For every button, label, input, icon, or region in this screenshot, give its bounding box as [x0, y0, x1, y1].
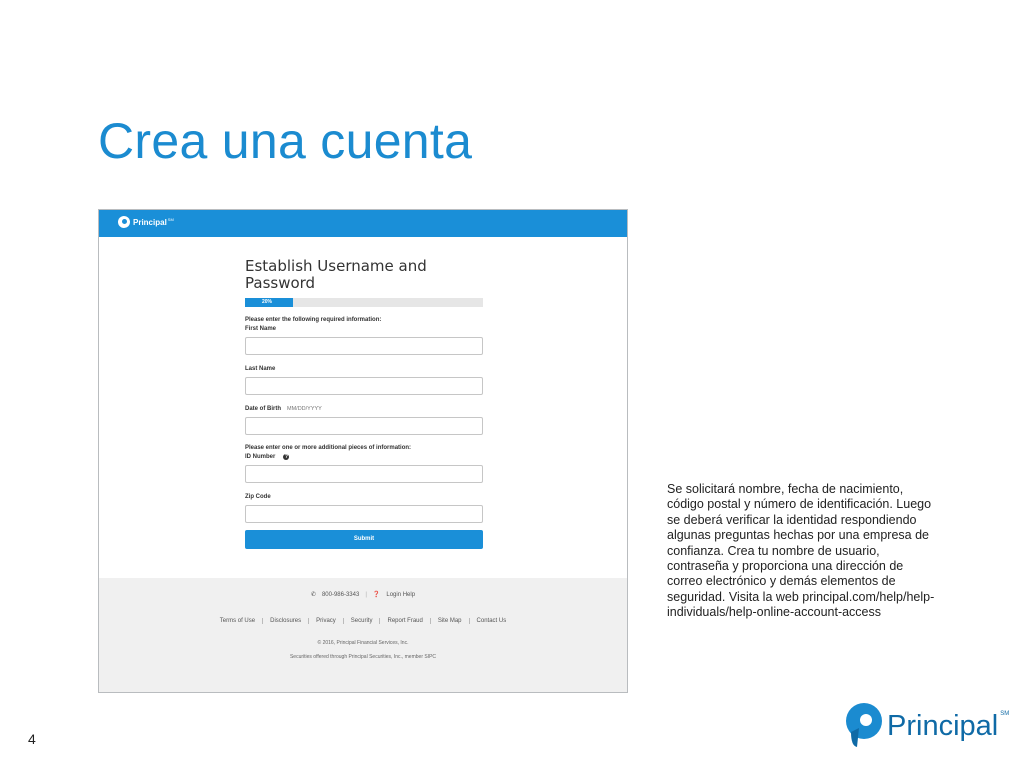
footer-link-terms[interactable]: Terms of Use [219, 618, 256, 624]
id-number-input[interactable] [245, 465, 483, 483]
footer-phone[interactable]: 800-986-3343 [321, 591, 360, 598]
first-name-label-text: First Name [245, 326, 277, 332]
zip-code-input[interactable] [245, 505, 483, 523]
last-name-label [245, 366, 485, 372]
first-name-input[interactable] [245, 337, 483, 355]
help-circle-icon: ❓ [372, 592, 381, 598]
site-logo-text: Principal [133, 217, 167, 227]
footer-link-report-fraud[interactable]: Report Fraud [379, 618, 429, 624]
footer-divider: | [365, 591, 367, 598]
id-number-label [245, 454, 485, 460]
slide-title: Crea una cuenta [98, 113, 473, 169]
login-help-link[interactable]: Login Help [386, 591, 416, 598]
site-logo[interactable] [118, 216, 174, 228]
dob-label [245, 406, 485, 412]
dob-hint: MM/DD/YYYY [287, 406, 322, 412]
principal-logo-icon [845, 702, 883, 748]
site-logo-sm: SM [167, 216, 174, 222]
footer-link-security[interactable]: Security [343, 618, 380, 624]
progress-label: 20% [262, 299, 273, 305]
footer-link-disclosures[interactable]: Disclosures [262, 618, 308, 624]
phone-icon: ✆ [310, 592, 316, 598]
progress-bar [245, 298, 483, 307]
zip-code-label-text: Zip Code [245, 494, 271, 500]
last-name-input[interactable] [245, 377, 483, 395]
slide-note: Se solicitará nombre, fecha de nacimiento, código postal y número de identificación. Luego se deberá verificar la identidad respondiendo algunas preguntas hechas por una empresa de confianza. Crea tu nombre de usuario, contraseña y proporciona una dirección de correo electrónico y demás elementos de seguridad. Visita la web principal.com/help/help-individuals/help-online-account-access [667, 482, 935, 620]
form-title: Establish Username and Password [245, 257, 427, 292]
first-name-label [245, 326, 485, 332]
zip-code-label [245, 494, 485, 500]
dob-label-text: Date of Birth [245, 406, 281, 412]
footer-link-contact[interactable]: Contact Us [469, 618, 514, 624]
footer-securities: Securities offered through Principal Securities, Inc., member SIPC [289, 654, 437, 660]
embedded-screenshot [98, 209, 628, 693]
principal-logo-icon [118, 216, 130, 228]
footer-link-privacy[interactable]: Privacy [308, 618, 343, 624]
brand-name: Principal [887, 709, 999, 742]
dob-input[interactable] [245, 417, 483, 435]
additional-info-label: Please enter one or more additional pieces of information: [245, 445, 412, 451]
registration-form [245, 258, 485, 549]
required-info-label: Please enter the following required information: [245, 317, 382, 323]
footer-link-site-map[interactable]: Site Map [430, 618, 469, 624]
site-footer [99, 578, 627, 692]
site-header [99, 210, 627, 237]
footer-links [99, 618, 627, 624]
footer-copyright: © 2016, Principal Financial Services, Inc. [317, 640, 409, 646]
last-name-label-text: Last Name [245, 366, 276, 372]
footer-contact [99, 591, 627, 598]
brand-sm: SM [1000, 711, 1010, 717]
id-number-label-text: ID Number [245, 454, 276, 460]
submit-button[interactable]: Submit [245, 530, 483, 549]
principal-brand [845, 702, 1009, 748]
help-icon[interactable]: ? [284, 454, 288, 460]
page-number: 4 [28, 731, 36, 747]
